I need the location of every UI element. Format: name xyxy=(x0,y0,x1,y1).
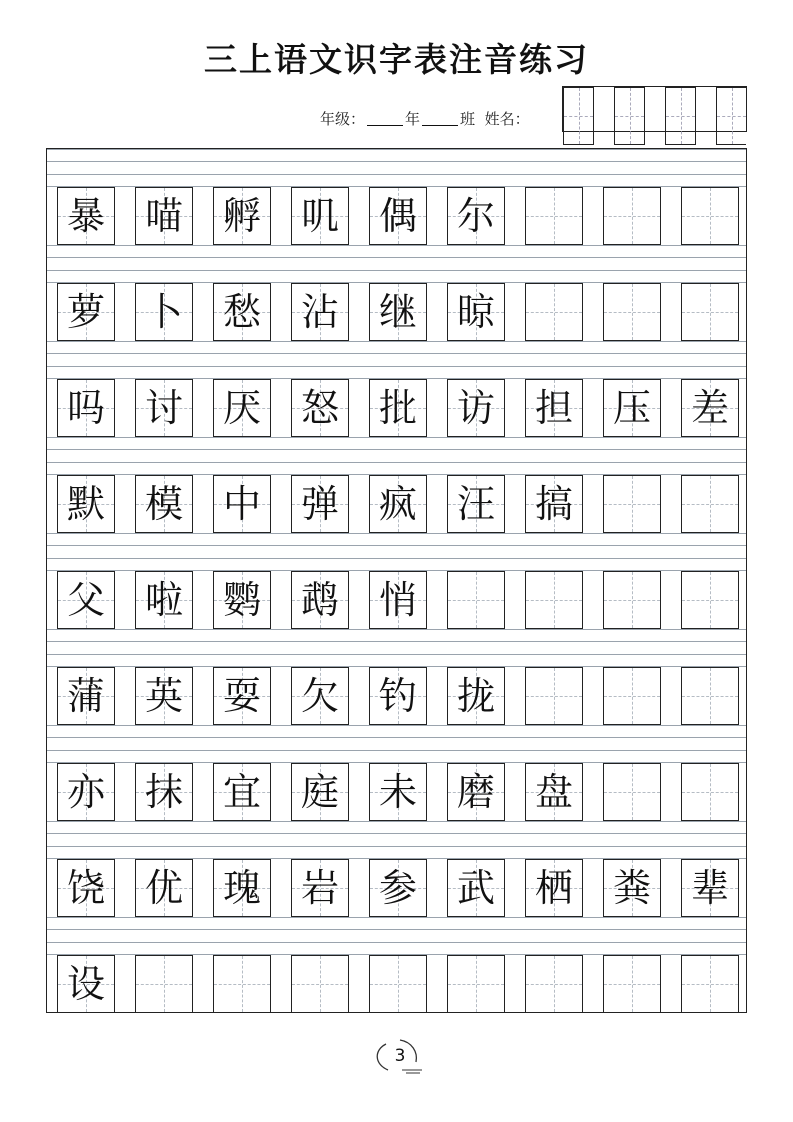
pinyin-rule xyxy=(47,833,746,834)
pinyin-rule xyxy=(47,341,746,342)
tianzige-cell[interactable] xyxy=(603,763,661,821)
tianzige-cell[interactable] xyxy=(291,955,349,1013)
character xyxy=(214,956,270,1012)
tianzige-cell[interactable] xyxy=(525,571,583,629)
pinyin-lines[interactable] xyxy=(47,533,746,571)
character: 担 xyxy=(534,386,573,430)
character xyxy=(682,668,738,724)
tianzige-cell[interactable] xyxy=(447,475,505,533)
tianzige-cell[interactable] xyxy=(57,379,115,437)
character: 参 xyxy=(378,866,417,910)
character xyxy=(604,764,660,820)
pinyin-lines[interactable] xyxy=(47,245,746,283)
tianzige-cell[interactable] xyxy=(213,667,271,725)
pinyin-rule xyxy=(47,270,746,271)
tianzige-cell[interactable] xyxy=(681,187,739,245)
pinyin-rule xyxy=(47,725,746,726)
character-row xyxy=(57,475,746,533)
character: 继 xyxy=(378,290,417,334)
character: 中 xyxy=(222,482,261,526)
character: 宜 xyxy=(222,770,261,814)
tianzige-cell[interactable] xyxy=(135,763,193,821)
pinyin-rule xyxy=(47,750,746,751)
tianzige-cell[interactable] xyxy=(603,283,661,341)
character: 暴 xyxy=(66,194,105,238)
character: 卜 xyxy=(144,290,183,334)
tianzige-cell[interactable] xyxy=(213,763,271,821)
character: 英 xyxy=(144,674,183,718)
pinyin-lines[interactable] xyxy=(47,437,746,475)
character: 压 xyxy=(612,386,651,430)
tianzige-cell[interactable] xyxy=(603,955,661,1013)
character: 庭 xyxy=(300,770,339,814)
pinyin-rule xyxy=(47,161,746,162)
character xyxy=(604,668,660,724)
pinyin-rule xyxy=(47,366,746,367)
tianzige-cell[interactable] xyxy=(135,379,193,437)
practice-sheet xyxy=(46,148,747,1013)
tianzige-cell[interactable] xyxy=(681,763,739,821)
character: 辈 xyxy=(690,866,729,910)
character: 汪 xyxy=(456,482,495,526)
character xyxy=(682,956,738,1012)
character: 父 xyxy=(66,578,105,622)
pinyin-rule xyxy=(47,942,746,943)
tianzige-cell[interactable] xyxy=(369,667,427,725)
character-row xyxy=(57,283,746,341)
tianzige-cell[interactable] xyxy=(57,667,115,725)
character: 默 xyxy=(66,482,105,526)
pinyin-rule xyxy=(47,558,746,559)
tianzige-cell[interactable] xyxy=(447,667,505,725)
tianzige-cell[interactable] xyxy=(291,763,349,821)
tianzige-cell[interactable] xyxy=(603,379,661,437)
tianzige-cell[interactable] xyxy=(525,955,583,1013)
character: 饶 xyxy=(66,866,105,910)
character: 抹 xyxy=(144,770,183,814)
tianzige-cell[interactable] xyxy=(369,379,427,437)
character: 叽 xyxy=(300,194,339,238)
character-row xyxy=(57,571,746,629)
character: 粪 xyxy=(612,866,651,910)
character: 啦 xyxy=(144,578,183,622)
character xyxy=(526,956,582,1012)
character: 怒 xyxy=(300,386,339,430)
tianzige-cell[interactable] xyxy=(57,763,115,821)
pinyin-lines[interactable] xyxy=(47,917,746,955)
pinyin-rule xyxy=(47,654,746,655)
pinyin-lines[interactable] xyxy=(47,629,746,667)
character xyxy=(604,956,660,1012)
tianzige-cell[interactable] xyxy=(369,763,427,821)
character: 批 xyxy=(378,386,417,430)
tianzige-cell[interactable] xyxy=(213,955,271,1013)
tianzige-cell[interactable] xyxy=(369,283,427,341)
page-title: 三上语文识字表注音练习 xyxy=(204,40,589,79)
tianzige-cell[interactable] xyxy=(369,859,427,917)
tianzige-cell[interactable] xyxy=(291,571,349,629)
tianzige-cell[interactable] xyxy=(525,187,583,245)
tianzige-cell[interactable] xyxy=(447,379,505,437)
pinyin-rule xyxy=(47,462,746,463)
tianzige-cell[interactable] xyxy=(369,187,427,245)
character: 欠 xyxy=(300,674,339,718)
character: 悄 xyxy=(378,578,417,622)
tianzige-cell[interactable] xyxy=(603,859,661,917)
tianzige-cell[interactable] xyxy=(213,475,271,533)
tianzige-cell[interactable] xyxy=(135,667,193,725)
character xyxy=(526,188,582,244)
character: 模 xyxy=(144,482,183,526)
tianzige-cell[interactable] xyxy=(213,859,271,917)
year-label: 年 xyxy=(405,110,421,128)
character: 鹦 xyxy=(222,578,261,622)
character: 疯 xyxy=(378,482,417,526)
character xyxy=(448,572,504,628)
tianzige-cell[interactable] xyxy=(681,283,739,341)
tianzige-cell[interactable] xyxy=(603,667,661,725)
character: 钓 xyxy=(378,674,417,718)
tianzige-cell[interactable] xyxy=(57,955,115,1013)
character: 访 xyxy=(456,386,495,430)
pinyin-rule xyxy=(47,149,746,150)
character: 弹 xyxy=(300,482,339,526)
character: 磨 xyxy=(456,770,495,814)
pinyin-rule xyxy=(47,353,746,354)
tianzige-cell[interactable] xyxy=(525,283,583,341)
tianzige-cell[interactable] xyxy=(291,859,349,917)
tianzige-cell[interactable] xyxy=(525,379,583,437)
name-cell[interactable] xyxy=(665,87,696,145)
tianzige-cell[interactable] xyxy=(291,187,349,245)
tianzige-cell[interactable] xyxy=(135,475,193,533)
character: 沾 xyxy=(300,290,339,334)
tianzige-cell[interactable] xyxy=(135,571,193,629)
tianzige-cell[interactable] xyxy=(135,187,193,245)
character xyxy=(526,668,582,724)
character-row xyxy=(57,859,746,917)
tianzige-cell[interactable] xyxy=(57,187,115,245)
tianzige-cell[interactable] xyxy=(291,667,349,725)
character: 设 xyxy=(66,962,105,1006)
tianzige-cell[interactable] xyxy=(681,571,739,629)
tianzige-cell[interactable] xyxy=(603,187,661,245)
pinyin-rule xyxy=(47,533,746,534)
character xyxy=(682,476,738,532)
name-writing-box[interactable] xyxy=(562,86,747,132)
character: 鹉 xyxy=(300,578,339,622)
character xyxy=(682,284,738,340)
tianzige-cell[interactable] xyxy=(135,955,193,1013)
pinyin-lines[interactable] xyxy=(47,341,746,379)
character: 喵 xyxy=(144,194,183,238)
character: 岩 xyxy=(300,866,339,910)
tianzige-cell[interactable] xyxy=(291,283,349,341)
character: 亦 xyxy=(66,770,105,814)
tianzige-cell[interactable] xyxy=(603,475,661,533)
character: 厌 xyxy=(222,386,261,430)
tianzige-cell[interactable] xyxy=(213,571,271,629)
character xyxy=(292,956,348,1012)
tianzige-cell[interactable] xyxy=(135,859,193,917)
pinyin-lines[interactable] xyxy=(47,725,746,763)
character xyxy=(370,956,426,1012)
tianzige-cell[interactable] xyxy=(447,763,505,821)
name-cell[interactable] xyxy=(563,87,594,145)
tianzige-cell[interactable] xyxy=(681,955,739,1013)
pinyin-rule xyxy=(47,821,746,822)
pinyin-rule xyxy=(47,245,746,246)
pinyin-rule xyxy=(47,929,746,930)
pinyin-rule xyxy=(47,174,746,175)
tianzige-cell[interactable] xyxy=(213,379,271,437)
tianzige-cell[interactable] xyxy=(603,571,661,629)
class-blank[interactable] xyxy=(422,111,458,126)
tianzige-cell[interactable] xyxy=(447,283,505,341)
pinyin-lines[interactable] xyxy=(47,821,746,859)
tianzige-cell[interactable] xyxy=(213,187,271,245)
name-label: 姓名： xyxy=(484,110,530,128)
character: 未 xyxy=(378,770,417,814)
tianzige-cell[interactable] xyxy=(369,955,427,1013)
character xyxy=(682,764,738,820)
character xyxy=(682,188,738,244)
name-cell[interactable] xyxy=(716,87,746,145)
character: 武 xyxy=(456,866,495,910)
tianzige-cell[interactable] xyxy=(681,475,739,533)
tianzige-cell[interactable] xyxy=(681,379,739,437)
character xyxy=(604,476,660,532)
pinyin-rule xyxy=(47,629,746,630)
character: 优 xyxy=(144,866,183,910)
character xyxy=(604,284,660,340)
character: 萝 xyxy=(66,290,105,334)
tianzige-cell[interactable] xyxy=(681,667,739,725)
tianzige-cell[interactable] xyxy=(447,571,505,629)
character xyxy=(604,188,660,244)
pinyin-rule xyxy=(47,846,746,847)
pinyin-rule xyxy=(47,545,746,546)
character xyxy=(526,284,582,340)
character: 栖 xyxy=(534,866,573,910)
character-row xyxy=(57,379,746,437)
tianzige-cell[interactable] xyxy=(681,859,739,917)
tianzige-cell[interactable] xyxy=(213,283,271,341)
character xyxy=(526,572,582,628)
character: 孵 xyxy=(222,194,261,238)
pinyin-rule xyxy=(47,737,746,738)
tianzige-cell[interactable] xyxy=(525,475,583,533)
pinyin-rule xyxy=(47,917,746,918)
tianzige-cell[interactable] xyxy=(369,571,427,629)
character: 讨 xyxy=(144,386,183,430)
character: 偶 xyxy=(378,194,417,238)
name-cell[interactable] xyxy=(614,87,645,145)
character: 瑰 xyxy=(222,866,261,910)
tianzige-cell[interactable] xyxy=(447,859,505,917)
character xyxy=(448,956,504,1012)
tianzige-cell[interactable] xyxy=(135,283,193,341)
pinyin-rule xyxy=(47,257,746,258)
character xyxy=(136,956,192,1012)
pinyin-lines[interactable] xyxy=(47,149,746,187)
pinyin-rule xyxy=(47,641,746,642)
pinyin-rule xyxy=(47,449,746,450)
tianzige-cell[interactable] xyxy=(447,955,505,1013)
tianzige-cell[interactable] xyxy=(525,763,583,821)
pinyin-rule xyxy=(47,437,746,438)
tianzige-cell[interactable] xyxy=(369,475,427,533)
tianzige-cell[interactable] xyxy=(525,859,583,917)
grade-blank[interactable] xyxy=(367,111,403,126)
character: 拢 xyxy=(456,674,495,718)
character-row xyxy=(57,763,746,821)
character: 盘 xyxy=(534,770,573,814)
character: 差 xyxy=(690,386,729,430)
tianzige-cell[interactable] xyxy=(57,475,115,533)
character xyxy=(682,572,738,628)
character: 愁 xyxy=(222,290,261,334)
character: 耍 xyxy=(222,674,261,718)
character: 尔 xyxy=(456,194,495,238)
character: 搞 xyxy=(534,482,573,526)
character: 蒲 xyxy=(66,674,105,718)
tianzige-cell[interactable] xyxy=(57,283,115,341)
tianzige-cell[interactable] xyxy=(57,571,115,629)
tianzige-cell[interactable] xyxy=(291,475,349,533)
class-label: 班 xyxy=(460,110,476,128)
tianzige-cell[interactable] xyxy=(447,187,505,245)
character: 吗 xyxy=(66,386,105,430)
tianzige-cell[interactable] xyxy=(57,859,115,917)
character-row xyxy=(57,955,746,1013)
character: 晾 xyxy=(456,290,495,334)
character-row xyxy=(57,187,746,245)
character-row xyxy=(57,667,746,725)
grade-label: 年级： xyxy=(320,110,366,128)
student-info-line xyxy=(320,108,530,129)
tianzige-cell[interactable] xyxy=(291,379,349,437)
tianzige-cell[interactable] xyxy=(525,667,583,725)
character xyxy=(604,572,660,628)
page-number: 3 xyxy=(380,1036,420,1076)
